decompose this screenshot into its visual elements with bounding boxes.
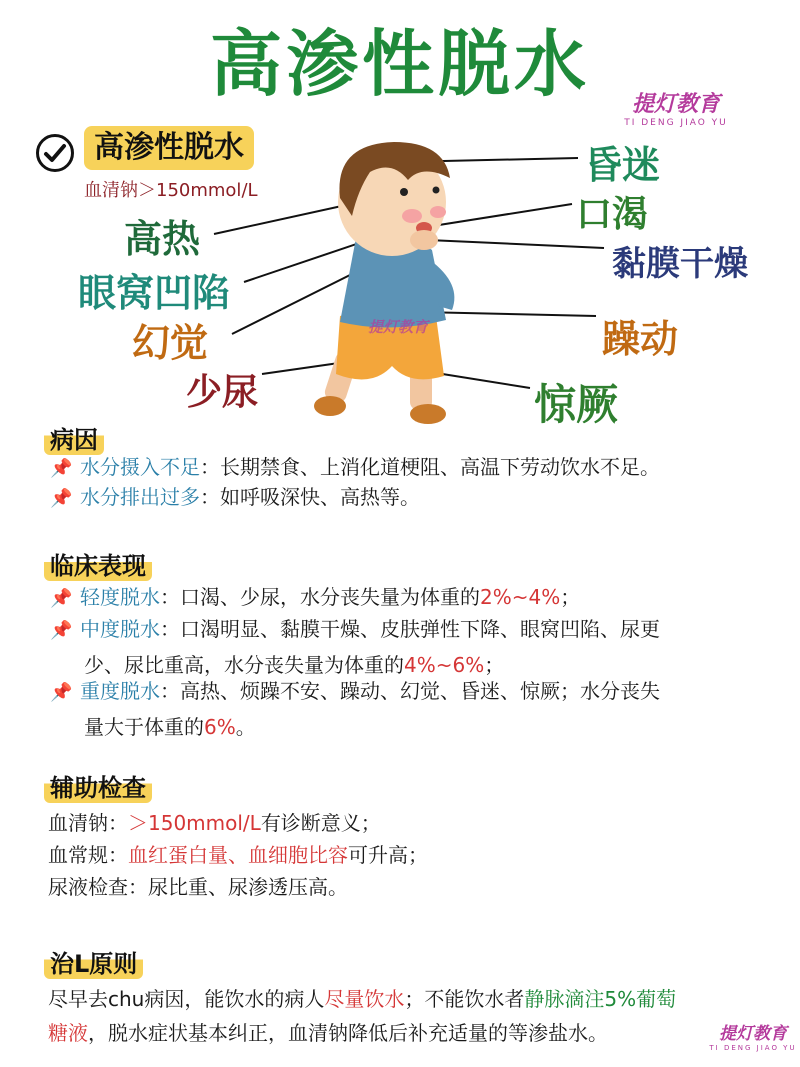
clinical-text: ：高热、烦躁不安、躁动、幻觉、昏迷、惊厥；水分丧失 [160, 679, 660, 703]
symptom-dry-mucosa: 黏膜干燥 [612, 244, 748, 284]
symptom-hallucination: 幻觉 [132, 321, 209, 365]
cause-text: ：长期禁食、上消化道梗阻、高温下劳动饮水不足。 [200, 455, 660, 479]
clinical-term: 轻度脱水 [80, 585, 160, 609]
clinical-item-severe [50, 674, 780, 744]
treatment-highlight: 糖液 [48, 1021, 88, 1045]
section-heading-treatment: 治L原则 [44, 944, 143, 979]
watermark-brand: 提灯教育 [367, 318, 429, 336]
clinical-term: 中度脱水 [80, 617, 160, 641]
exam-urine: 尿液检查：尿比重、尿渗透压高。 [48, 875, 348, 899]
clinical-text: ：口渴明显、黏膜干燥、皮肤弹性下降、眼窝凹陷、尿更 [160, 617, 660, 641]
clinical-term: 重度脱水 [80, 679, 160, 703]
clinical-end: ； [560, 585, 581, 609]
exam-blood [48, 838, 768, 872]
section-heading-cause: 病因 [44, 420, 104, 455]
exam-label: 血常规： [48, 843, 128, 867]
brand-name: 提灯教育 [719, 1024, 787, 1044]
exam-label: 血清钠： [48, 811, 128, 835]
symptom-oliguria: 少尿 [186, 372, 259, 413]
clinical-item-mild [50, 580, 780, 616]
treatment-part: ；不能饮水者 [404, 987, 525, 1011]
brand-name: 提灯教育 [631, 92, 720, 117]
exam-text: 有诊断意义； [260, 811, 381, 835]
clinical-text: ：口渴、少尿，水分丧失量为体重的 [160, 585, 480, 609]
treatment-highlight: 静脉滴注5%葡萄 [524, 987, 677, 1011]
page-title: 高渗性脱水 [209, 22, 590, 106]
brand-pinyin: TI DENG JIAO YU [624, 118, 728, 128]
section-heading-clinical: 临床表现 [44, 546, 152, 581]
clinical-item-moderate [50, 612, 780, 682]
sodium-threshold: 血清钠＞150mmol/L [84, 180, 258, 201]
treatment-highlight: 尽量饮水 [324, 987, 405, 1011]
brand-pinyin: TI DENG JIAO YU [709, 1044, 797, 1052]
cause-text: ：如呼吸深快、高热等。 [200, 485, 420, 509]
loss-percent: 6% [204, 715, 236, 739]
cause-term: 水分摄入不足 [80, 455, 200, 479]
loss-percent: 2%~4% [480, 585, 561, 609]
clinical-end: 。 [235, 715, 256, 739]
cause-term: 水分排出过多 [80, 485, 200, 509]
clinical-text: 量大于体重的 [84, 715, 204, 739]
treatment-text [48, 982, 778, 1050]
symptom-high-fever: 高热 [124, 217, 201, 261]
pushpin-icon: 📌 [50, 682, 73, 703]
symptom-thirst: 口渴 [576, 194, 649, 235]
symptom-agitation: 躁动 [602, 317, 679, 361]
pushpin-icon: 📌 [50, 588, 73, 609]
exam-value: ＞150mmol/L [128, 811, 261, 835]
exam-value: 血红蛋白量、血细胞比容 [128, 843, 348, 867]
pushpin-icon: 📌 [50, 458, 73, 479]
exam-text: 可升高； [348, 843, 428, 867]
cause-item [50, 480, 780, 516]
topic-tag: 高渗性脱水 [84, 126, 254, 170]
treatment-part: 尽早去chu病因，能饮水的病人 [48, 987, 325, 1011]
symptom-convulsion: 惊厥 [534, 380, 619, 429]
symptom-coma: 昏迷 [584, 143, 661, 187]
loss-percent: 4%~6% [404, 653, 485, 677]
treatment-part: ，脱水症状基本纠正，血清钠降低后补充适量的等渗盐水。 [88, 1021, 608, 1045]
section-heading-exam: 辅助检查 [44, 768, 152, 803]
symptom-sunken-eyes: 眼窝凹陷 [78, 271, 231, 315]
clinical-end: ； [484, 653, 505, 677]
pushpin-icon: 📌 [50, 488, 73, 509]
exam-sodium [48, 806, 768, 840]
clinical-text: 少、尿比重高，水分丧失量为体重的 [84, 653, 404, 677]
brand-logo-bottom [708, 1024, 798, 1052]
pushpin-icon: 📌 [50, 620, 73, 641]
